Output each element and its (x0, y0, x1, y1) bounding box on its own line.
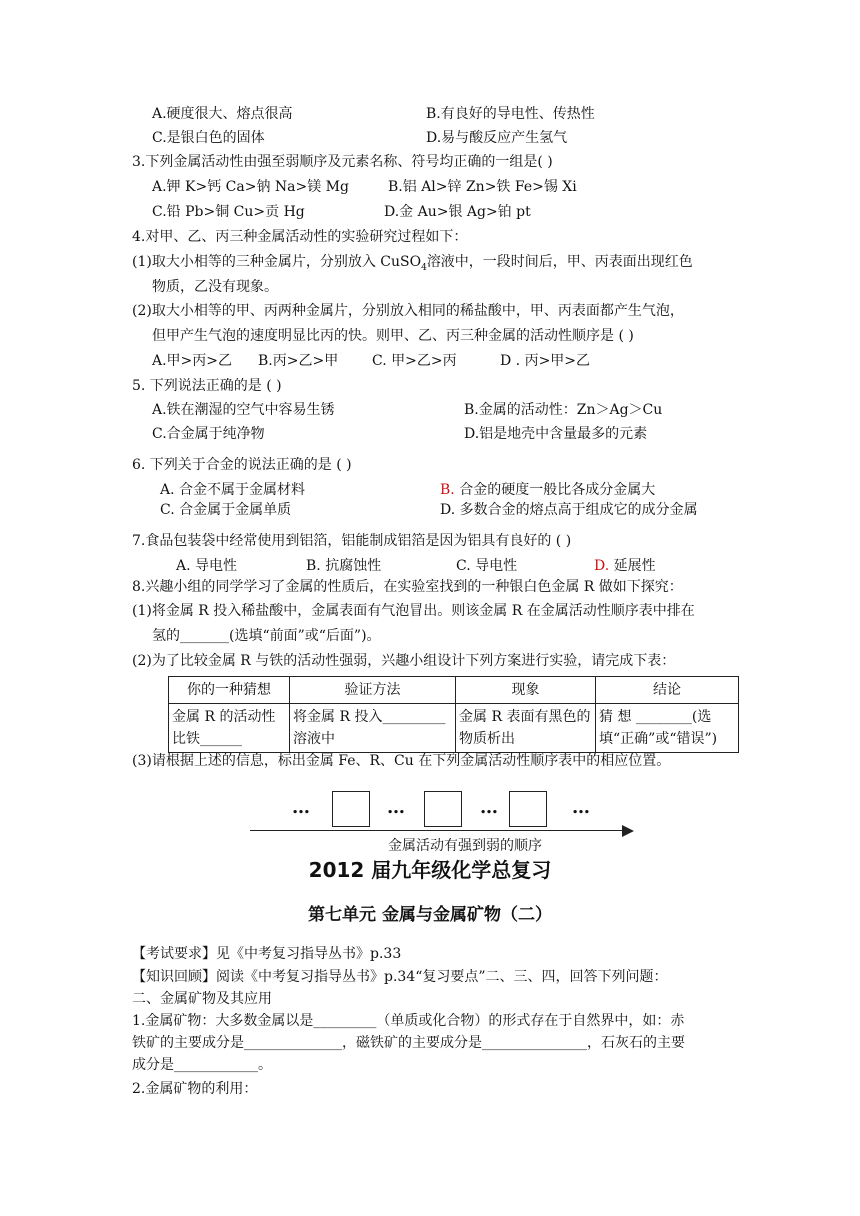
ore-line-3: 成分是____________。 (132, 1057, 272, 1073)
q4-part2-line2: 但甲产生气泡的速度明显比丙的快。则甲、乙、丙三种金属的活动性顺序是 ( ) (152, 328, 634, 344)
q4-part1-line1 (132, 253, 693, 277)
unit-title: 第七单元 金属与金属矿物（二） (308, 905, 552, 925)
knowledge-review: 【知识回顾】阅读《中考复习指导丛书》p.34“复习要点”二、三、四，回答下列问题： (132, 969, 668, 985)
q2-option-c: C.是银白色的固体 (152, 130, 265, 146)
table-row (169, 704, 739, 753)
arrow-label: 金属活动有强到弱的顺序 (388, 838, 542, 854)
q7-option-d-text: 延展性 (609, 558, 656, 574)
q8-stem: 8.兴趣小组的同学学习了金属的性质后，在实验室找到的一种银白色金属 R 做如下探究： (132, 579, 683, 595)
ellipsis-2: … (387, 797, 406, 818)
q6-stem: 6. 下列关于合金的说法正确的是 ( ) (132, 457, 352, 473)
table-header-cell: 结论 (596, 677, 739, 704)
q2-option-a: A.硬度很大、熔点很高 (152, 106, 293, 122)
q5-stem: 5. 下列说法正确的是 ( ) (132, 378, 282, 394)
table-cell-conclusion: 猜 想 ________(选 填“正确”或“错误”) (596, 704, 739, 753)
q3-option-b: B.铝 Al>锌 Zn>铁 Fe>锡 Xi (388, 179, 577, 195)
q4-part1-line2: 物质，乙没有现象。 (152, 279, 278, 295)
q7-option-d-letter: D. (594, 558, 610, 574)
q5-option-b: B.金属的活动性：Zn＞Ag＞Cu (464, 402, 663, 418)
q5-option-a: A.铁在潮湿的空气中容易生锈 (152, 402, 335, 418)
answer-box-3[interactable] (509, 791, 547, 827)
exam-requirement: 【考试要求】见《中考复习指导丛书》p.33 (132, 946, 402, 962)
q6-option-a: A. 合金不属于金属材料 (160, 482, 306, 498)
q4-part1-text-b: 溶液中，一段时间后，甲、丙表面出现红色 (426, 254, 693, 270)
q4-option-c: C. 甲>乙>丙 (372, 353, 457, 369)
ore-line-4: 2.金属矿物的利用： (132, 1081, 258, 1097)
q3-option-a: A.钾 K>钙 Ca>钠 Na>镁 Mg (152, 179, 349, 195)
q8-part3: (3)请根据上述的信息，标出金属 Fe、R、Cu 在下列金属活动性顺序表中的相应位置。 (132, 753, 671, 769)
document-title: 2012 届九年级化学总复习 (308, 858, 552, 882)
q4-part1-text-a: (1)取大小相等的三种金属片，分别放入 CuSO (132, 254, 422, 270)
q7-option-a: A. 导电性 (176, 558, 238, 574)
table-cell-method: 将金属 R 投入_________溶液中 (290, 704, 456, 753)
answer-box-1[interactable] (332, 791, 370, 827)
q6-option-c: C. 合金属于金属单质 (160, 502, 292, 518)
section-2-heading: 二、金属矿物及其应用 (132, 991, 272, 1007)
answer-box-2[interactable] (424, 791, 462, 827)
arrow-line (250, 830, 624, 831)
ore-line-2: 铁矿的主要成分是______________，磁铁矿的主要成分是_______________，石灰石的主要 (132, 1035, 685, 1051)
table-cell-phenomenon: 金属 R 表面有黑色的物质析出 (456, 704, 596, 753)
table-header-cell: 你的一种猜想 (169, 677, 290, 704)
ellipsis-3: … (480, 797, 499, 818)
q4-option-b: B.丙>乙>甲 (258, 353, 339, 369)
ore-line-1: 1.金属矿物：大多数金属以是_________（单质或化合物）的形式存在于自然界中，如：赤 (132, 1013, 685, 1029)
q7-option-c: C. 导电性 (456, 558, 518, 574)
q7-option-b: B. 抗腐蚀性 (306, 558, 382, 574)
q6-option-b-letter: B. (440, 482, 455, 498)
q8-part1-line1: (1)将金属 R 投入稀盐酸中，金属表面有气泡冒出。则该金属 R 在金属活动性顺序表中排在 (132, 603, 695, 619)
q2-option-d: D.易与酸反应产生氢气 (426, 130, 568, 146)
q8-part1-line2: 氢的_______(选填“前面”或“后面”)。 (152, 628, 381, 644)
q2-option-b: B.有良好的导电性、传热性 (426, 106, 595, 122)
q4-option-a: A.甲>丙>乙 (152, 353, 233, 369)
experiment-table (168, 676, 739, 753)
q6-option-b-text: 合金的硬度一般比各成分金属大 (454, 482, 656, 498)
q4-option-d: D . 丙>甲>乙 (500, 353, 591, 369)
q4-stem: 4.对甲、乙、丙三种金属活动性的实验研究过程如下： (132, 229, 468, 245)
q5-option-c: C.合金属于纯净物 (152, 426, 265, 442)
arrow-head-icon (622, 825, 634, 837)
q7-option-d (594, 557, 656, 575)
q8-part2: (2)为了比较金属 R 与铁的活动性强弱，兴趣小组设计下列方案进行实验，请完成下表： (132, 653, 676, 669)
q3-stem: 3.下列金属活动性由强至弱顺序及元素名称、符号均正确的一组是( ) (132, 154, 553, 170)
q5-option-d: D.铝是地壳中含量最多的元素 (464, 426, 648, 442)
table-header-cell: 验证方法 (290, 677, 456, 704)
table-header-cell: 现象 (456, 677, 596, 704)
q6-option-b (440, 481, 655, 499)
ellipsis-4: … (572, 797, 591, 818)
q3-option-d: D.金 Au>银 Ag>铂 pt (384, 204, 531, 220)
q4-part1-subscript: 4 (421, 262, 427, 273)
q3-option-c: C.铅 Pb>铜 Cu>贡 Hg (152, 204, 305, 220)
q4-part2-line1: (2)取大小相等的甲、丙两种金属片，分别放入相同的稀盐酸中，甲、丙表面都产生气泡， (132, 303, 684, 319)
table-cell-guess: 金属 R 的活动性比铁______ (169, 704, 290, 753)
table-header-row (169, 677, 739, 704)
ellipsis-1: … (292, 797, 311, 818)
q7-stem: 7.食品包装袋中经常使用到铝箔，铝能制成铝箔是因为铝具有良好的 ( ) (132, 533, 572, 549)
q6-option-d: D. 多数合金的熔点高于组成它的成分金属 (440, 502, 698, 518)
